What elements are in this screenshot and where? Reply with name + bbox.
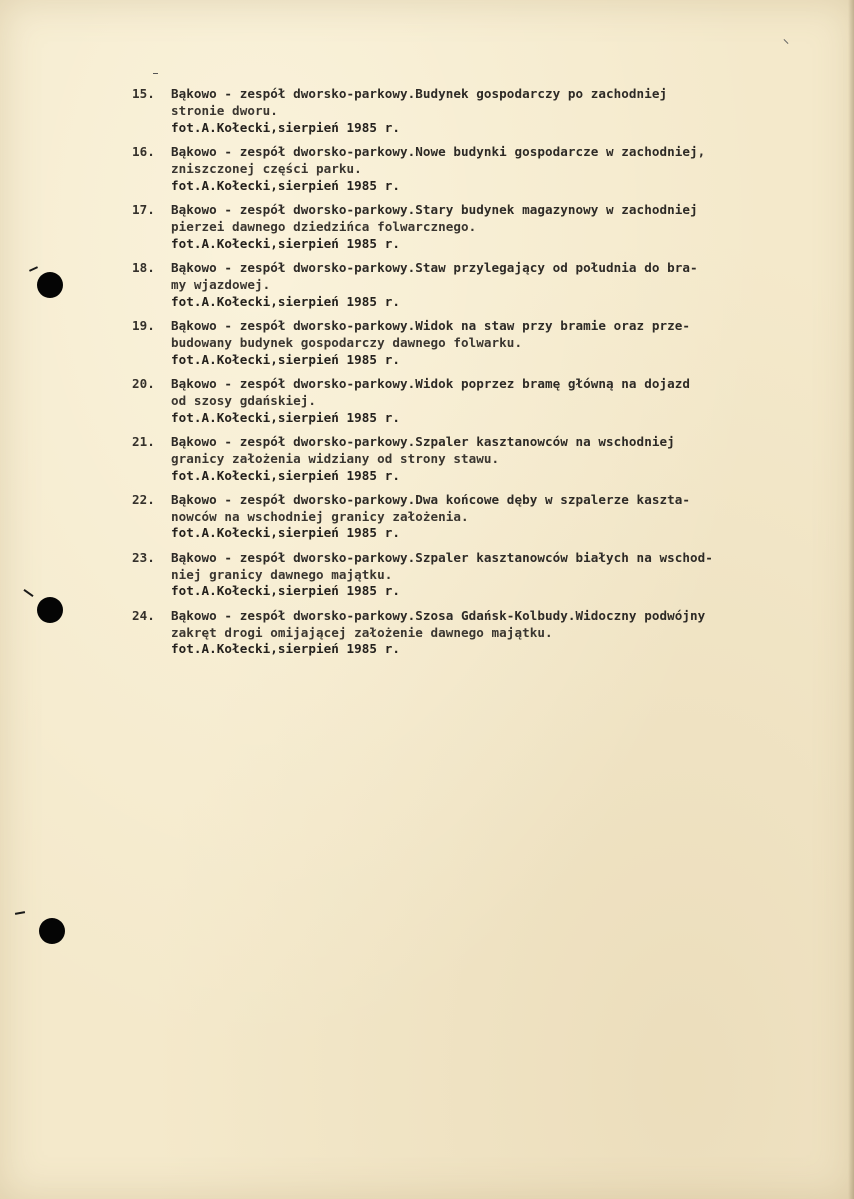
ink-mark — [153, 73, 158, 74]
caption-entry — [132, 260, 822, 310]
entry-description-continued: granicy założenia widziany od strony stawu. — [171, 450, 500, 466]
entry-photo-credit: fot.A.Kołecki,sierpień 1985 r. — [171, 235, 400, 251]
entry-photo-credit: fot.A.Kołecki,sierpień 1985 r. — [171, 583, 400, 599]
entry-description-continued: stronie dworu. — [171, 102, 278, 118]
entry-number: 22. — [132, 491, 155, 507]
ink-mark — [15, 911, 25, 915]
entry-photo-credit: fot.A.Kołecki,sierpień 1985 r. — [171, 409, 400, 425]
caption-entry — [132, 86, 822, 136]
caption-entry — [132, 144, 822, 194]
caption-entry — [132, 202, 822, 252]
photo-caption-list — [132, 86, 822, 666]
entry-description-continued: my wjazdowej. — [171, 276, 271, 292]
entry-description-continued: pierzei dawnego dziedzińca folwarcznego. — [171, 218, 477, 234]
entry-photo-credit: fot.A.Kołecki,sierpień 1985 r. — [171, 525, 400, 541]
entry-photo-credit: fot.A.Kołecki,sierpień 1985 r. — [171, 177, 400, 193]
entry-photo-credit: fot.A.Kołecki,sierpień 1985 r. — [171, 119, 400, 135]
entry-description-continued: zakręt drogi omijającej założenie dawnego majątku. — [171, 624, 553, 640]
entry-description-continued: od szosy gdańskiej. — [171, 392, 317, 408]
entry-photo-credit: fot.A.Kołecki,sierpień 1985 r. — [171, 293, 400, 309]
entry-description: Bąkowo - zespół dworsko-parkowy.Staw przylegający od południa do bra- — [171, 259, 698, 275]
entry-description: Bąkowo - zespół dworsko-parkowy.Widok na staw przy bramie oraz prze- — [171, 317, 690, 333]
entry-description: Bąkowo - zespół dworsko-parkowy.Budynek gospodarczy po zachodniej — [171, 86, 668, 101]
entry-description: Bąkowo - zespół dworsko-parkowy.Szosa Gdańsk-Kolbudy.Widoczny podwójny — [171, 607, 706, 623]
entry-description-continued: nowców na wschodniej granicy założenia. — [171, 508, 469, 524]
entry-description: Bąkowo - zespół dworsko-parkowy.Dwa końcowe dęby w szpalerze kaszta- — [171, 491, 690, 507]
ink-mark — [23, 589, 33, 597]
entry-number: 20. — [132, 375, 155, 391]
ink-mark — [29, 266, 38, 272]
entry-number: 24. — [132, 607, 155, 623]
entry-description: Bąkowo - zespół dworsko-parkowy.Nowe budynki gospodarcze w zachodniej, — [171, 143, 706, 159]
entry-photo-credit: fot.A.Kołecki,sierpień 1985 r. — [171, 641, 400, 657]
entry-description: Bąkowo - zespół dworsko-parkowy.Szpaler kasztanowców białych na wschod- — [171, 549, 713, 565]
caption-entry — [132, 376, 822, 426]
entry-number: 17. — [132, 201, 155, 217]
entry-number: 15. — [132, 86, 155, 101]
caption-entry — [132, 434, 822, 484]
caption-entry — [132, 492, 822, 542]
ink-mark — [784, 39, 789, 44]
entry-photo-credit: fot.A.Kołecki,sierpień 1985 r. — [171, 467, 400, 483]
entry-description: Bąkowo - zespół dworsko-parkowy.Szpaler kasztanowców na wschodniej — [171, 433, 675, 449]
entry-number: 23. — [132, 549, 155, 565]
punch-hole — [37, 272, 63, 298]
entry-description-continued: zniszczonej części parku. — [171, 160, 362, 176]
punch-hole — [39, 918, 65, 944]
punch-hole — [37, 597, 63, 623]
caption-entry — [132, 550, 822, 600]
entry-number: 16. — [132, 143, 155, 159]
entry-number: 21. — [132, 433, 155, 449]
entry-description: Bąkowo - zespół dworsko-parkowy.Stary budynek magazynowy w zachodniej — [171, 201, 698, 217]
entry-photo-credit: fot.A.Kołecki,sierpień 1985 r. — [171, 351, 400, 367]
entry-description-continued: niej granicy dawnego majątku. — [171, 566, 393, 582]
caption-entry — [132, 608, 822, 658]
page-edge-shadow — [848, 0, 854, 1199]
entry-number: 19. — [132, 317, 155, 333]
caption-entry — [132, 318, 822, 368]
entry-description: Bąkowo - zespół dworsko-parkowy.Widok poprzez bramę główną na dojazd — [171, 375, 690, 391]
entry-number: 18. — [132, 259, 155, 275]
entry-description-continued: budowany budynek gospodarczy dawnego folwarku. — [171, 334, 523, 350]
